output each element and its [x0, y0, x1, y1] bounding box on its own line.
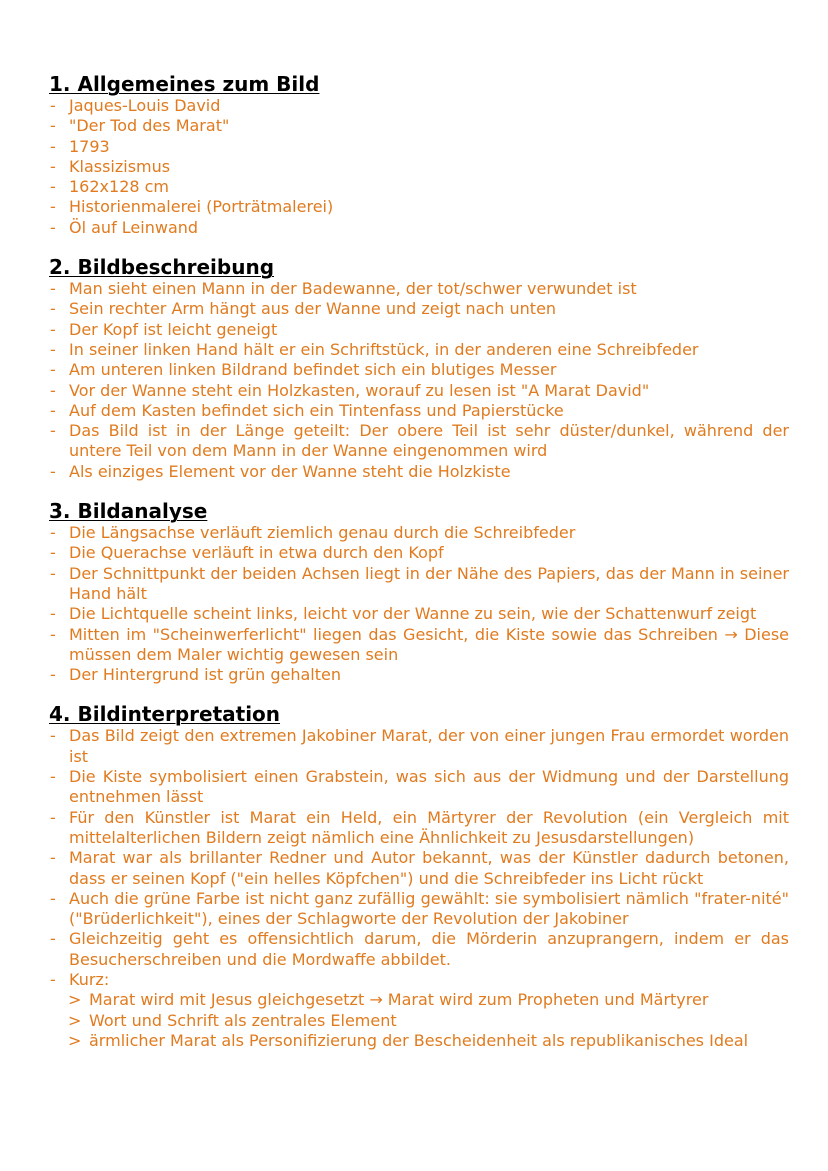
list-item: - Der Schnittpunkt der beiden Achsen liegt in der Nähe des Papiers, das der Mann in seiner Hand hält	[49, 564, 789, 605]
bullet-list	[49, 726, 789, 990]
section-heading: 3. Bildanalyse	[49, 499, 208, 524]
list-item: - Der Hintergrund ist grün gehalten	[49, 665, 789, 685]
section-heading: 1. Allgemeines zum Bild	[49, 72, 320, 96]
list-item: - Die Lichtquelle scheint links, leicht vor der Wanne zu sein, wie der Schattenwurf zeigt	[49, 604, 789, 624]
section-allgemeines	[49, 72, 789, 238]
list-item: - Auch die grüne Farbe ist nicht ganz zufällig gewählt: sie symbolisiert nämlich "frater-nité" ("Brüderlichkeit"), eines der Schlagworte der Revolution der Jakobiner	[49, 889, 789, 930]
document-page	[49, 72, 789, 1051]
list-item: - Die Kiste symbolisiert einen Grabstein, was sich aus der Widmung und der Darstellung entnehmen lässt	[49, 767, 789, 808]
list-item: - Gleichzeitig geht es offensichtlich darum, die Mörderin anzuprangern, indem er das Besucherschreiben und die Mordwaffe abbildet.	[49, 929, 789, 970]
list-item: - Die Querachse verläuft in etwa durch den Kopf	[49, 543, 789, 563]
list-item: - Klassizismus	[49, 157, 789, 177]
list-item: - Das Bild zeigt den extremen Jakobiner Marat, der von einer jungen Frau ermordet worden ist	[49, 726, 789, 767]
list-item: - Marat war als brillanter Redner und Autor bekannt, was der Künstler dadurch betonen, dass er seinen Kopf ("ein helles Köpfchen") und die Schreibfeder ins Licht rückt	[49, 848, 789, 889]
list-item: - In seiner linken Hand hält er ein Schriftstück, in der anderen eine Schreibfeder	[49, 340, 789, 360]
list-item: - 162x128 cm	[49, 177, 789, 197]
list-item: - "Der Tod des Marat"	[49, 116, 789, 136]
sub-list	[49, 990, 789, 1051]
list-item: - Vor der Wanne steht ein Holzkasten, worauf zu lesen ist "A Marat David"	[49, 381, 789, 401]
list-item: - Man sieht einen Mann in der Badewanne, der tot/schwer verwundet ist	[49, 279, 789, 299]
list-item: - Die Längsachse verläuft ziemlich genau durch die Schreibfeder	[49, 523, 789, 543]
list-item: - Mitten im "Scheinwerferlicht" liegen das Gesicht, die Kiste sowie das Schreiben → Diese müssen dem Maler wichtig gewesen sein	[49, 625, 789, 666]
list-item: - Auf dem Kasten befindet sich ein Tintenfass und Papierstücke	[49, 401, 789, 421]
sub-list-item: > Marat wird mit Jesus gleichgesetzt → Marat wird zum Propheten und Märtyrer	[49, 990, 789, 1010]
list-item: - Kurz:	[49, 970, 789, 990]
section-bildanalyse	[49, 499, 789, 685]
list-item: - 1793	[49, 137, 789, 157]
list-item: - Für den Künstler ist Marat ein Held, ein Märtyrer der Revolution (ein Vergleich mit mittelalterlichen Bildern zeigt nämlich eine Ähnlichkeit zu Jesusdarstellungen)	[49, 808, 789, 849]
sub-list-item: > ärmlicher Marat als Personifizierung der Bescheidenheit als republikanisches Ideal	[49, 1031, 789, 1051]
list-item: - Der Kopf ist leicht geneigt	[49, 320, 789, 340]
bullet-list	[49, 96, 789, 238]
section-heading: 2. Bildbeschreibung	[49, 255, 275, 280]
list-item: - Jaques-Louis David	[49, 96, 789, 116]
list-item: - Sein rechter Arm hängt aus der Wanne und zeigt nach unten	[49, 299, 789, 319]
section-heading: 4. Bildinterpretation	[49, 702, 281, 727]
list-item: - Öl auf Leinwand	[49, 218, 789, 238]
list-item: - Das Bild ist in der Länge geteilt: Der obere Teil ist sehr düster/dunkel, während der untere Teil von dem Mann in der Wanne eingenommen wird	[49, 421, 789, 462]
bullet-list	[49, 523, 789, 685]
section-bildinterpretation	[49, 702, 789, 1051]
bullet-list	[49, 279, 789, 482]
list-item: - Historienmalerei (Porträtmalerei)	[49, 197, 789, 217]
sub-list-item: > Wort und Schrift als zentrales Element	[49, 1011, 789, 1031]
section-bildbeschreibung	[49, 255, 789, 482]
list-item: - Als einziges Element vor der Wanne steht die Holzkiste	[49, 462, 789, 482]
list-item: - Am unteren linken Bildrand befindet sich ein blutiges Messer	[49, 360, 789, 380]
